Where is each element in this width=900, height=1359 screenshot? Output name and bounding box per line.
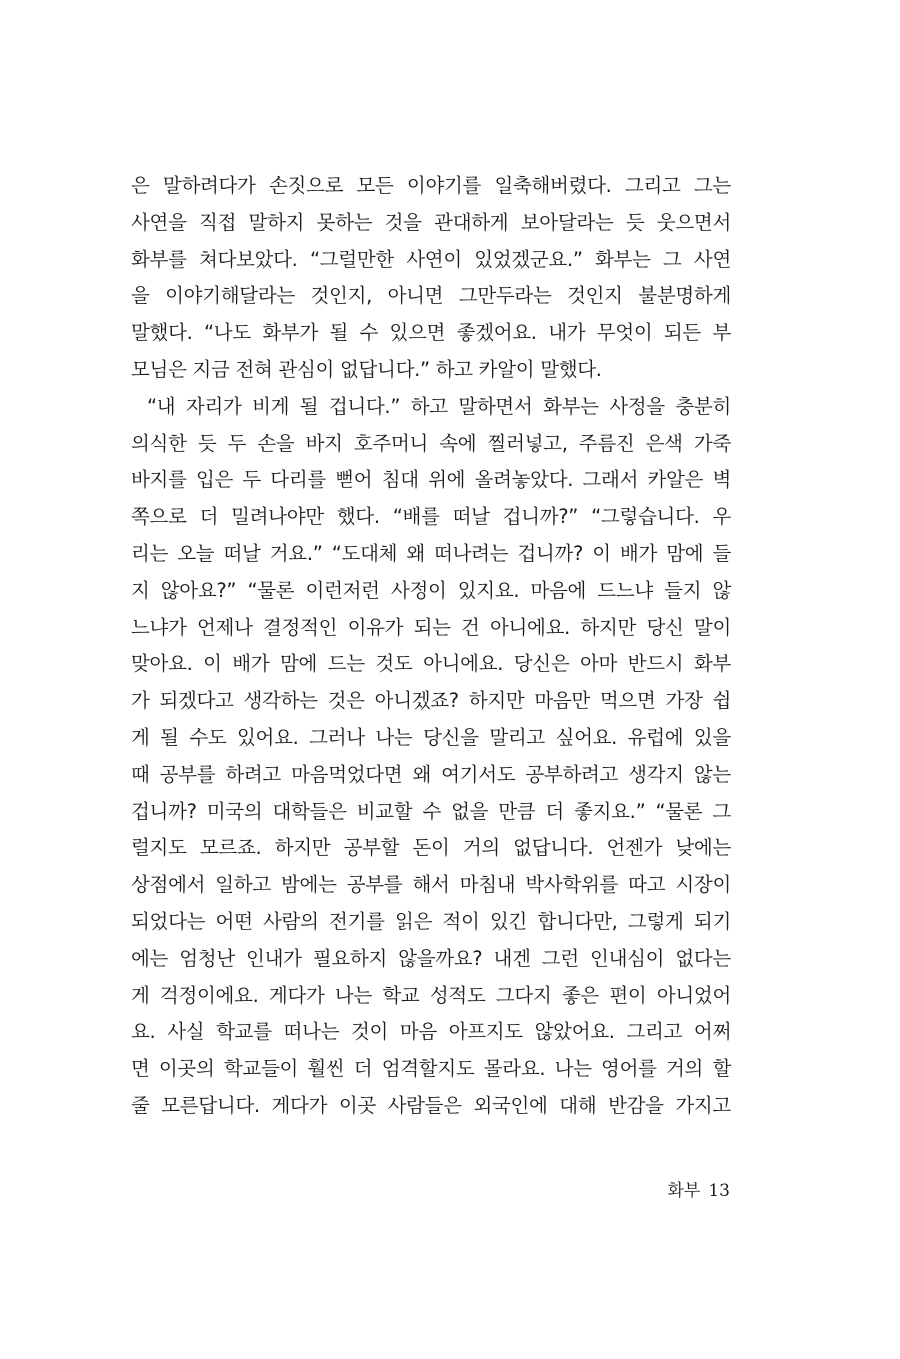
text-line: 줄 모른답니다. 게다가 이곳 사람들은 외국인에 대해 반감을 가지고: [131, 1093, 731, 1117]
text-line: 느냐가 언제나 결정적인 이유가 되는 건 아니에요. 하지만 당신 말이: [131, 615, 731, 639]
text-line: 에는 엄청난 인내가 필요하지 않을까요? 내겐 그런 인내심이 없다는: [131, 946, 731, 970]
text-line: 면 이곳의 학교들이 훨씬 더 엄격할지도 몰라요. 나는 영어를 거의 할: [131, 1057, 731, 1081]
text-line: 럴지도 모르죠. 하지만 공부할 돈이 거의 없답니다. 언젠가 낮에는: [131, 836, 731, 860]
text-line: 말했다. “나도 화부가 될 수 있으면 좋겠어요. 내가 무엇이 되든 부: [131, 321, 731, 345]
text-line: 은 말하려다가 손짓으로 모든 이야기를 일축해버렸다. 그리고 그는: [131, 174, 731, 197]
text-line: 사연을 직접 말하지 못하는 것을 관대하게 보아달라는 듯 웃으면서: [131, 210, 731, 234]
text-line: 게 걱정이에요. 게다가 나는 학교 성적도 그다지 좋은 편이 아니었어: [131, 983, 731, 1007]
text-line: 을 이야기해달라는 것인지, 아니면 그만두라는 것인지 불분명하게: [131, 284, 731, 308]
text-line: “내 자리가 비게 될 겁니다.” 하고 말하면서 화부는 사정을 충분히: [147, 394, 731, 418]
text-line: 게 될 수도 있어요. 그러나 나는 당신을 말리고 싶어요. 유럽에 있을: [131, 725, 731, 749]
text-line: 쪽으로 더 밀려나야만 했다. “배를 떠날 겁니까?” “그렇습니다. 우: [131, 505, 731, 529]
text-line: 맞아요. 이 배가 맘에 드는 것도 아니에요. 당신은 아마 반드시 화부: [131, 652, 731, 676]
text-line: 모님은 지금 전혀 관심이 없답니다.” 하고 카알이 말했다.: [131, 357, 602, 381]
text-line: 화부를 쳐다보았다. “그럴만한 사연이 있었겠군요.” 화부는 그 사연: [131, 247, 731, 271]
text-line: 가 되겠다고 생각하는 것은 아니겠죠? 하지만 마음만 먹으면 가장 쉽: [131, 689, 731, 713]
text-line: 리는 오늘 떠날 거요.” “도대체 왜 떠나려는 겁니까? 이 배가 맘에 들: [131, 541, 731, 565]
text-line: 때 공부를 하려고 마음먹었다면 왜 여기서도 공부하려고 생각지 않는: [131, 762, 731, 786]
page-footer: [668, 1176, 731, 1201]
text-line: 요. 사실 학교를 떠나는 것이 마음 아프지도 않았어요. 그리고 어쩌: [131, 1020, 731, 1044]
text-line: 의식한 듯 두 손을 바지 호주머니 속에 찔러넣고, 주름진 은색 가죽: [131, 431, 731, 455]
page-number: 13: [708, 1181, 730, 1201]
text-line: 상점에서 일하고 밤에는 공부를 해서 마침내 박사학위를 따고 시장이: [131, 873, 731, 897]
text-line: 바지를 입은 두 다리를 뻗어 침대 위에 올려놓았다. 그래서 카알은 벽: [131, 468, 731, 492]
body-text: [131, 168, 731, 1125]
text-line: 겁니까? 미국의 대학들은 비교할 수 없을 만큼 더 좋지요.” “물론 그: [131, 799, 731, 823]
running-title: 화부: [667, 1181, 701, 1201]
text-line: 되었다는 어떤 사람의 전기를 읽은 적이 있긴 합니다만, 그렇게 되기: [131, 909, 731, 933]
text-line: 지 않아요?” “물론 이런저런 사정이 있지요. 마음에 드느냐 들지 않: [131, 578, 731, 602]
